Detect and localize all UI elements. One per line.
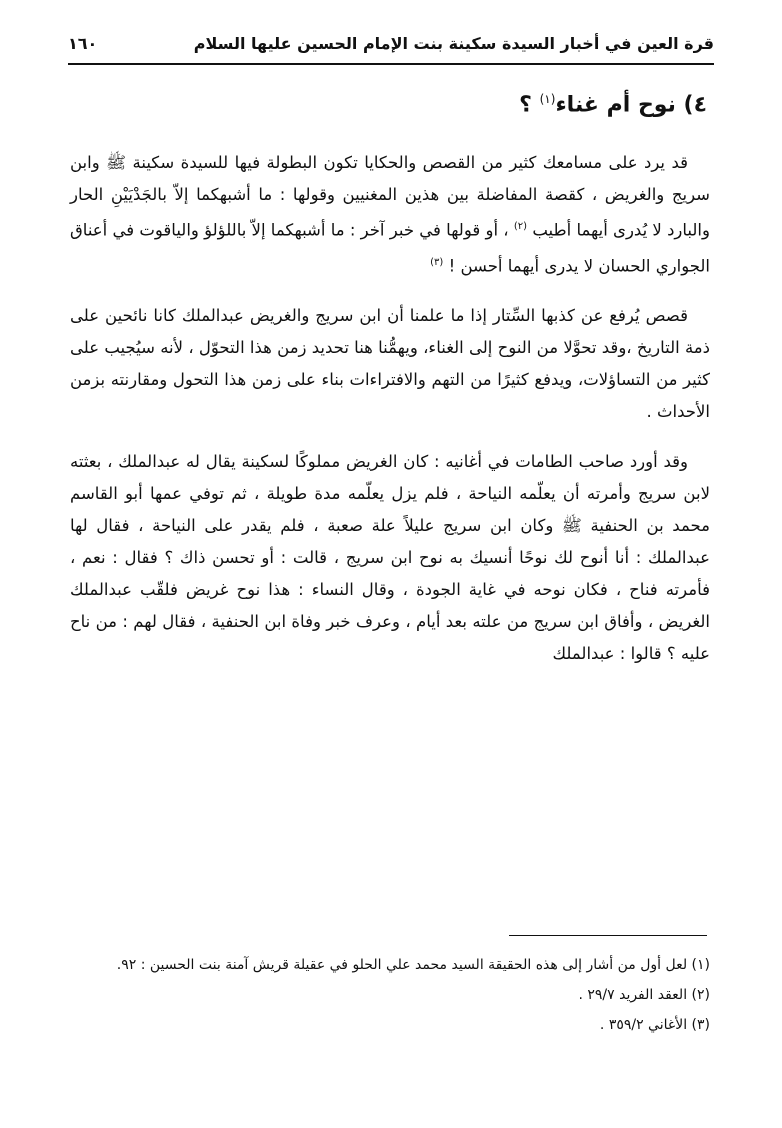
paragraph-1-tail: ، أو قولها في خبر آخر : ما أشبهكما إلاّ باللؤلؤ والياقوت في أعناق الجواري الحسان لا يدرى أيهما أحسن !	[69, 220, 710, 275]
section-title-text: ٤) نوح أم غناء	[555, 92, 707, 118]
heading-footnote-ref: (١)	[539, 92, 556, 106]
footnote-ref-3: (٣)	[430, 256, 444, 268]
paragraph-3: وقد أورد صاحب الطامات في أغانيه : كان الغريض مملوكًا لسكينة يقال له عبدالملك ، بعثته لابن سريج وأمرته أن يعلّمه النياحة ، فلم يزل يعلّمه مدة طويلة ، ثم توفي عمها أبو القاسم محمد بن الحنفية ﷺ وكان ابن سريج عليلاً علة صعبة ، فلم يقدر على النياحة ، فقال لها عبدالملك : أنا أنوح لك نوحًا أنسيك به نوح ابن سريج ، قالت : أو تحسن ذاك ؟ فقال : نعم ، فأمرته فناح ، فكان نوحه في غاية الجودة ، وقال النساء : هذا نوح غريض فلقّب عبدالملك الغريض ، وأفاق ابن سريج من علته بعد أيام ، وعرف خبر وفاة ابن الحنفية ، فقال لهم : من ناح عليه ؟ قالوا : عبدالملك	[70, 452, 710, 663]
running-title: قرة العين في أخبار السيدة سكينة بنت الإمام الحسين عليها السلام	[193, 33, 714, 53]
footnote-3: (٣) الأغاني ٣٥٩/٢ .	[599, 1017, 710, 1033]
paragraph-2: قصص يُرفع عن كذبها السِّتار إذا ما علمنا أن ابن سريج والغريض عبدالملك كانا نائحين على ذمة التاريخ ،وقد تحوَّلا من النوح إلى الغناء، ويهمُّنا هنا تحديد زمن هذا التحوّل ، لأنه سيُجيب على كثير من التساؤلات، ويدفع كثيرًا من التهم والافتراءات بناء على زمن هذا التحول ومقارنته بزمن الأحداث .	[70, 306, 710, 421]
footnote-2: (٢) العقد الفريد ٢٩/٧ .	[578, 987, 710, 1003]
page-number: ١٦٠	[68, 33, 98, 53]
main-text	[70, 147, 710, 688]
footnotes	[70, 950, 710, 1040]
page-header	[68, 26, 714, 60]
footnote-divider	[509, 935, 707, 936]
section-heading	[519, 92, 707, 117]
heading-question-mark: ؟	[519, 92, 532, 118]
footnote-1: (١) لعل أول من أشار إلى هذه الحقيقة السيد محمد علي الحلو في عقيلة قريش آمنة بنت الحسين : ٩٢.	[116, 957, 710, 973]
paragraph-1-text: قد يرد على مسامعك كثير من القصص والحكايا تكون البطولة فيها للسيدة سكينة ﷺ وابن سريج والغريض ، كقصة المفاضلة بين هذين المغنيين وقولها : ما أشبهكما إلاّ بالجَدْيَيْنِ الحار والبارد لا يُدرى أيهما أطيب	[70, 153, 710, 240]
footnote-ref-2: (٢)	[513, 221, 528, 232]
paragraph-1	[70, 147, 710, 282]
header-divider	[68, 63, 714, 65]
